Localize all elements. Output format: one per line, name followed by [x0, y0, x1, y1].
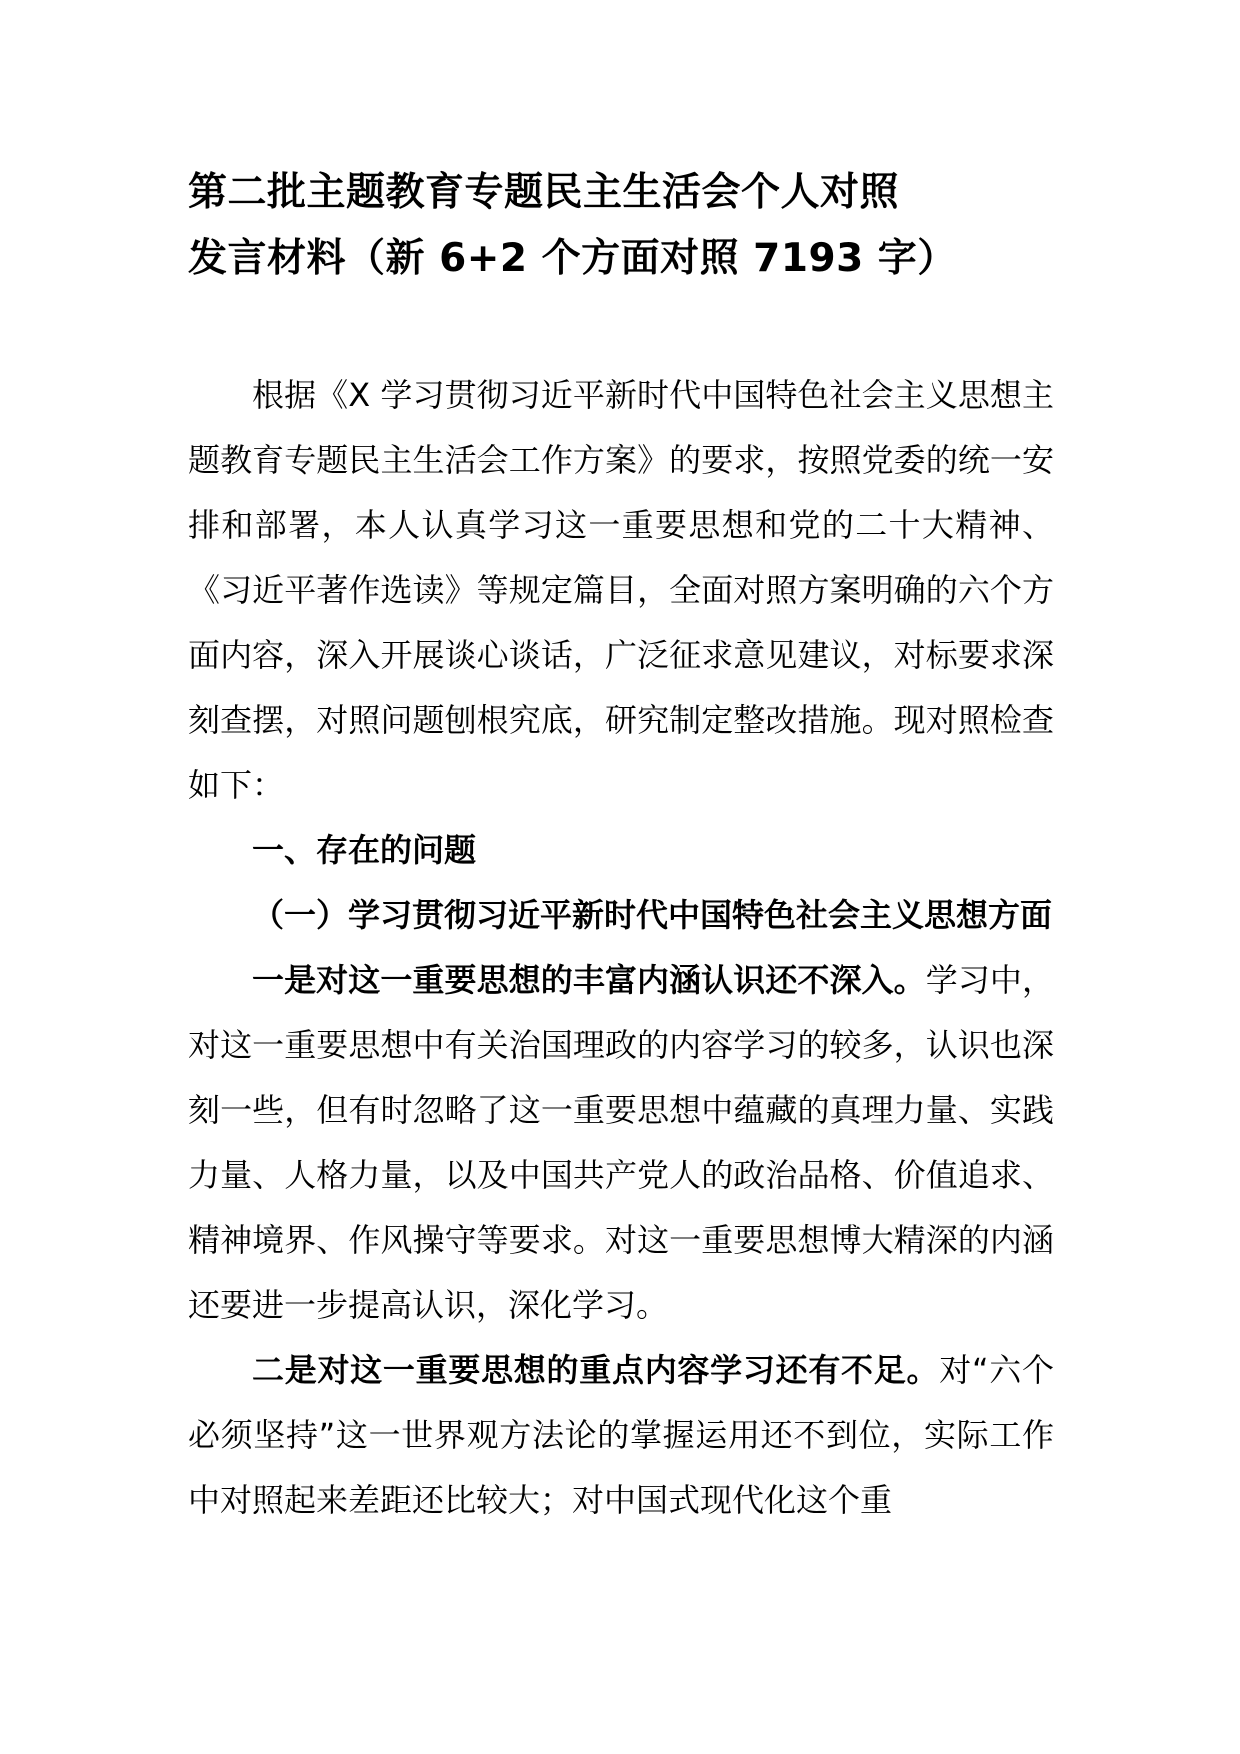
subsection-heading: （一）学习贯彻习近平新时代中国特色社会主义思想方面 — [252, 896, 1053, 934]
section-heading: 一、存在的问题 — [252, 831, 477, 869]
document-title — [188, 160, 1068, 292]
title-line-1: 第二批主题教育专题民主生活会个人对照 — [188, 170, 900, 215]
point-1-body: 学习中，对这一重要思想中有关治国理政的内容学习的较多，认识也深刻一些，但有时忽略了这一重要思想中蕴藏的真理力量、实践力量、人格力量，以及中国共产党人的政治品格、价值追求、精神境界、作风操守等要求。对这一重要思想博大精深的内涵还要进一步提高认识，深化学习。 — [188, 961, 1054, 1324]
title-line-2: 发言材料（新 6+2 个方面对照 7193 字） — [188, 236, 957, 281]
point-2-lead: 二是对这一重要思想的重点内容学习还有不足。 — [252, 1351, 940, 1389]
point-1-lead: 一是对这一重要思想的丰富内涵认识还不深入。 — [252, 961, 926, 999]
intro-paragraph: 根据《X 学习贯彻习近平新时代中国特色社会主义思想主题教育专题民主生活会工作方案》的要求，按照党委的统一安排和部署，本人认真学习这一重要思想和党的二十大精神、《习近平著作选读》等规定篇目，全面对照方案明确的六个方面内容，深入开展谈心谈话，广泛征求意见建议，对标要求深刻查摆，对照问题刨根究底，研究制定整改措施。现对照检查如下： — [188, 376, 1054, 804]
point-paragraph-1 — [188, 948, 1054, 1338]
point-paragraph-2 — [188, 1338, 1054, 1533]
point-2-body: 对“六个必须坚持”这一世界观方法论的掌握运用还不到位，实际工作中对照起来差距还比较大；对中国式现代化这个重 — [188, 1351, 1054, 1519]
document-body — [188, 363, 1054, 1533]
